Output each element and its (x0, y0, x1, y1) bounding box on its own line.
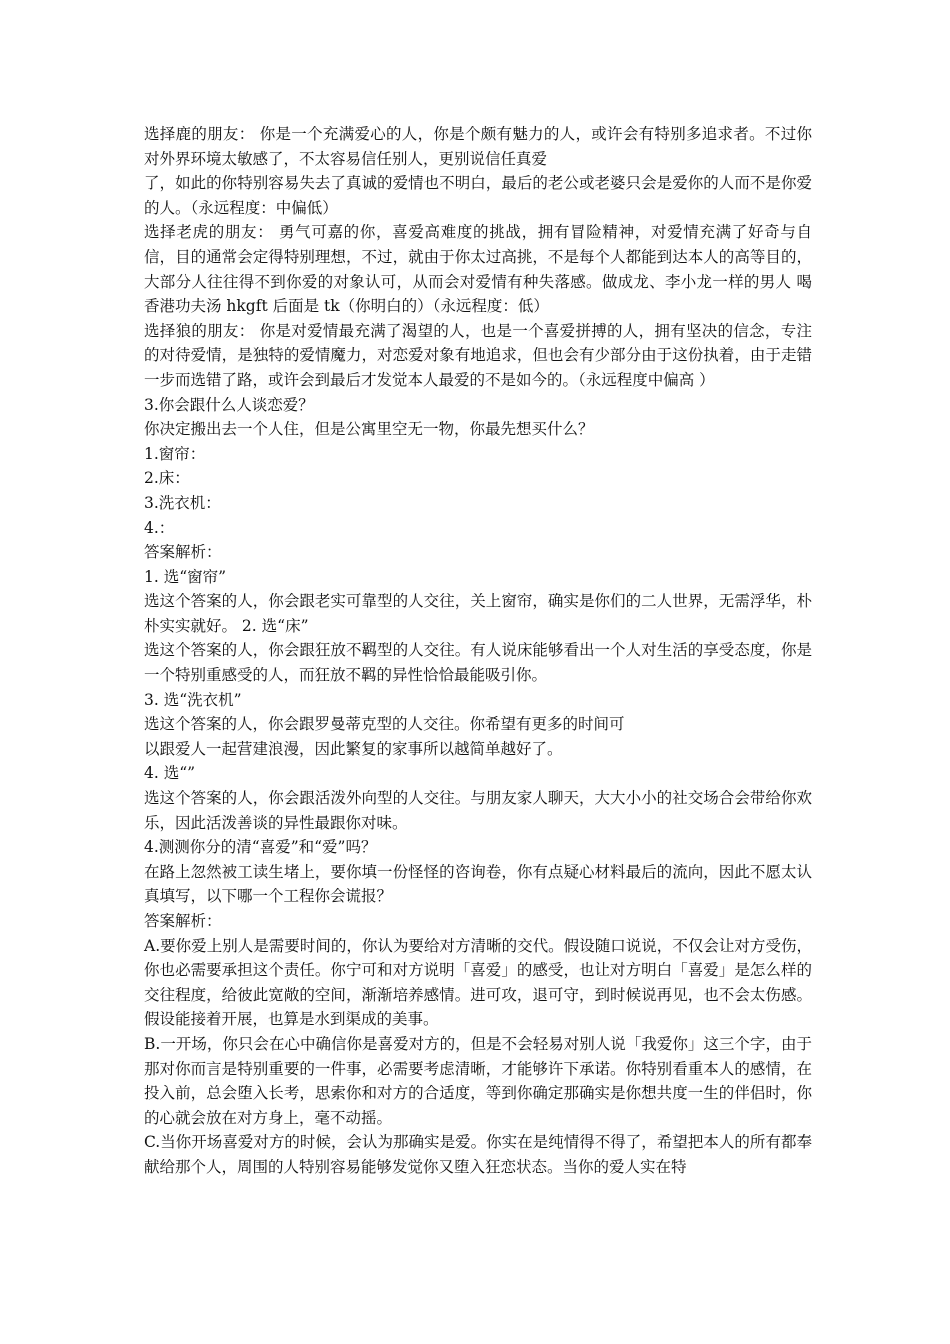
option-4: 4.： (144, 518, 175, 537)
answer-a: A.要你爱上别人是需要时间的，你认为要给对方清晰的交代。假设随口说说，不仅会让对方受伤，你也必需要承担这个责任。你宁可和对方说明「喜爱」的感受，也让对方明白「喜爱」是怎么样的交往程度，给彼此宽敞的空间，渐渐培养感情。进可攻，退可守，到时候说再见，也不会太伤感。假设能接着开展，也算是水到渠成的美事。 (144, 936, 812, 1029)
option-1: 1.窗帘： (144, 444, 206, 463)
answer-1-text: 选这个答案的人，你会跟老实可靠型的人交往，关上窗帘，确实是你们的二人世界，无需浮华，朴朴实实就好。 2. 选“床” (144, 592, 812, 635)
document-body (144, 122, 812, 1180)
answer-3-text-2: 以跟爱人一起营建浪漫，因此繁复的家事所以越简单越好了。 (144, 739, 563, 758)
answer-2-text: 选这个答案的人，你会跟狂放不羁型的人交往。有人说床能够看出一个人对生活的享受态度，你是一个特别重感受的人，而狂放不羁的异性恰恰最能吸引你。 (144, 641, 812, 685)
question-4: 在路上忽然被工读生堵上，要你填一份怪怪的咨询卷，你有点疑心材料最后的流向，因此不愿太认真填写，以下哪一个工程你会谎报？ (144, 862, 812, 906)
answer-b: B.一开场，你只会在心中确信你是喜爱对方的，但是不会轻易对别人说「我爱你」这三个字，由于那对你而言是特别重要的一件事，必需要考虑清晰，才能够许下承诺。你特别看重本人的感情，在投入前，总会堕入长考，思索你和对方的合适度，等到你确定那确实是你想共度一生的伴侣时，你的心就会放在对方身上，毫不动摇。 (144, 1034, 812, 1127)
question-3: 你决定搬出去一个人住，但是公寓里空无一物，你最先想买什么？ (144, 420, 594, 439)
option-2: 2.床： (144, 469, 190, 488)
answer-heading-3: 答案解析： (144, 543, 222, 562)
option-3: 3.洗衣机： (144, 493, 221, 512)
answer-c: C.当你开场喜爱对方的时候，会认为那确实是爱。你实在是纯情得不得了，希望把本人的所有都奉献给那个人，周围的人特别容易能够发觉你又堕入狂恋状态。当你的爱人实在特 (144, 1133, 812, 1176)
paragraph-wolf: 选择狼的朋友： 你是对爱情最充满了渴望的人，也是一个喜爱拼搏的人，拥有坚决的信念，专注的对待爱情，是独特的爱情魔力，对恋爱对象有地追求，但也会有少部分由于这份执着，由于走错一步而选错了路，或许会到最后才发觉本人最爱的不是如今的。（永远程度中偏高 ） (144, 321, 812, 389)
paragraph-deer-1: 选择鹿的朋友： 你是一个充满爱心的人，你是个颇有魅力的人，或许会有特别多追求者。不过你对外界环境太敏感了，不太容易信任别人，更别说信任真爱 (144, 125, 812, 168)
answer-heading-4: 答案解析： (144, 912, 222, 930)
answer-3-text-1: 选这个答案的人，你会跟罗曼蒂克型的人交往。你希望有更多的时间可 (144, 715, 625, 734)
answer-4-title: 4. 选“” (144, 764, 196, 783)
section-heading-4: 4.测测你分的清“喜爱”和“爱”吗？ (144, 838, 377, 857)
section-heading-3: 3.你会跟什么人谈恋爱？ (144, 395, 314, 414)
paragraph-deer-2: 了，如此的你特别容易失去了真诚的爱情也不明白，最后的老公或老婆只会是爱你的人而不是你爱的人。（永远程度：中偏低） (144, 174, 812, 217)
answer-4-text: 选这个答案的人，你会跟活泼外向型的人交往。与朋友家人聊天，大大小小的社交场合会带给你欢乐，因此活泼善谈的异性最跟你对味。 (144, 789, 812, 832)
answer-1-title: 1. 选“窗帘” (144, 567, 227, 586)
answer-3-title: 3. 选“洗衣机” (144, 690, 242, 709)
paragraph-tiger: 选择老虎的朋友： 勇气可嘉的你，喜爱高难度的挑战，拥有冒险精神，对爱情充满了好奇与自信，目的通常会定得特别理想，不过，就由于你太过高挑，不是每个人都能到达本人的高等目的，大部分人往往得不到你爱的对象认可，从而会对爱情有种失落感。做成龙、李小龙一样的男人 喝香港功夫汤 hkgft 后面是 tk（你明白的）（永远程度：低） (144, 223, 812, 316)
